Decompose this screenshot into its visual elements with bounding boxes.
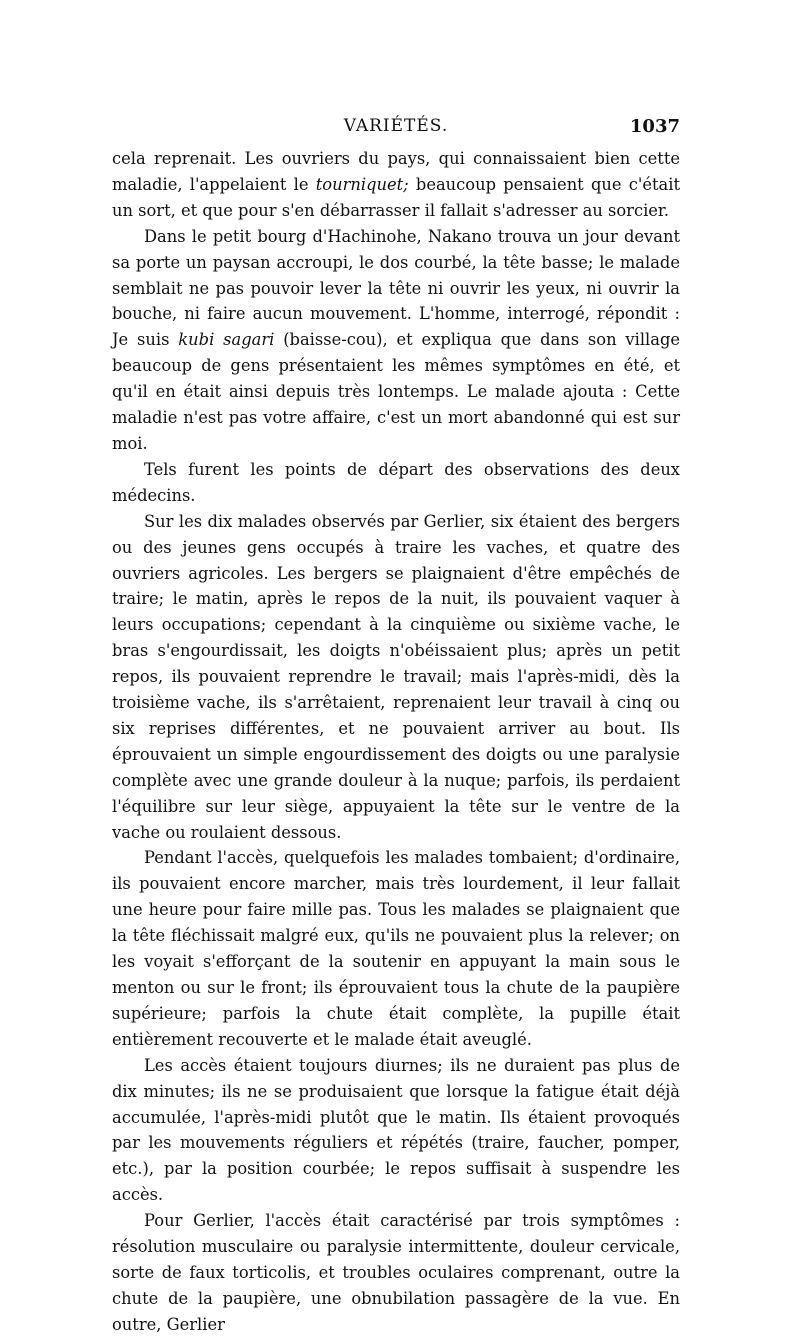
paragraph-3: Tels furent les points de départ des observations des deux médecins. [112, 459, 680, 505]
paragraph-1 [112, 146, 680, 224]
paragraph-7: Pour Gerlier, l'accès était caractérisé par trois symptômes : résolution musculaire ou paralysie intermittente, douleur cervicale, sorte de faux torticolis, et troubles oculaires comprenant, outre la chute de la paupière, une obnubilation passagère de la vue. En outre, Gerlier [112, 1211, 680, 1334]
running-header [112, 112, 680, 146]
paragraph-1-text-start: cela reprenait. Les ouvriers du pays, qui connaissaient bien cette maladie, l'appelaient le [112, 149, 680, 194]
term-tourniquet: tourniquet; [315, 174, 409, 194]
document-page [112, 112, 680, 1338]
paragraph-4: Sur les dix malades observés par Gerlier, six étaient des bergers ou des jeunes gens occupés à traire les vaches, et quatre des ouvriers agricoles. Les bergers se plaignaient d'être empêchés de traire; le matin, après le repos de la nuit, ils pouvaient vaquer à leurs occupations; cependant à la cinquième ou sixième vache, le bras s'engourdissait, les doigts n'obéissaient plus; après un petit repos, ils pouvaient reprendre le travail; mais l'après-midi, dès la troisième vache, ils s'arrêtaient, reprenaient leur travail à cinq ou six reprises différentes, et ne pouvaient arriver au bout. Ils éprouvaient un simple engourdissement des doigts ou une paralysie complète avec une grande douleur à la nuque; parfois, ils perdaient l'équilibre sur leur siège, appuyaient la tête sur le ventre de la vache ou roulaient dessous. [112, 511, 680, 842]
paragraph-1-text-end: beaucoup pensaient que c'était un sort, et que pour s'en débarrasser il fallait s'adresser au sorcier. [112, 174, 680, 220]
paragraph-2-text-end: (baisse-cou), et expliqua que dans son village beaucoup de gens présentaient les mêmes symptômes en été, et qu'il en était ainsi depuis très lontemps. Le malade ajouta : Cette maladie n'est pas votre affaire, c'est un mort abandonné qui est sur moi. [112, 330, 681, 453]
paragraph-2 [112, 224, 680, 457]
page-number: 1037 [629, 116, 680, 137]
term-kubi-sagari: kubi sagari [178, 330, 275, 350]
paragraph-2-text-start: Dans le petit bourg d'Hachinohe, Nakano trouva un jour devant sa porte un paysan accroupi, le dos courbé, la tête basse; le malade semblait ne pas pouvoir lever la tête ni ouvrir les yeux, ni ouvrir la bouche, ni faire aucun mouvement. L'homme, interrogé, répondit : Je suis [112, 226, 680, 350]
paragraph-5: Pendant l'accès, quelquefois les malades tombaient; d'ordinaire, ils pouvaient encore marcher, mais très lourdement, il leur fallait une heure pour faire mille pas. Tous les malades se plaignaient que la tête fléchissait malgré eux, qu'ils ne pouvaient plus la relever; on les voyait s'efforçant de la soutenir en appuyant la main sous le menton ou sur le front; ils éprouvaient tous la chute de la paupière supérieure; parfois la chute était complète, la pupille était entièrement recouverte et le malade était aveuglé. [112, 848, 680, 1049]
body-text [112, 146, 680, 1338]
paragraph-6: Les accès étaient toujours diurnes; ils ne duraient pas plus de dix minutes; ils ne se produisaient que lorsque la fatigue était déjà accumulée, l'après-midi plutôt que le matin. Ils étaient provoqués par les mouvements réguliers et répétés (traire, faucher, pomper, etc.), par la position courbée; le repos suffisait à suspendre les accès. [112, 1055, 680, 1205]
running-title: VARIÉTÉS. [343, 116, 449, 136]
